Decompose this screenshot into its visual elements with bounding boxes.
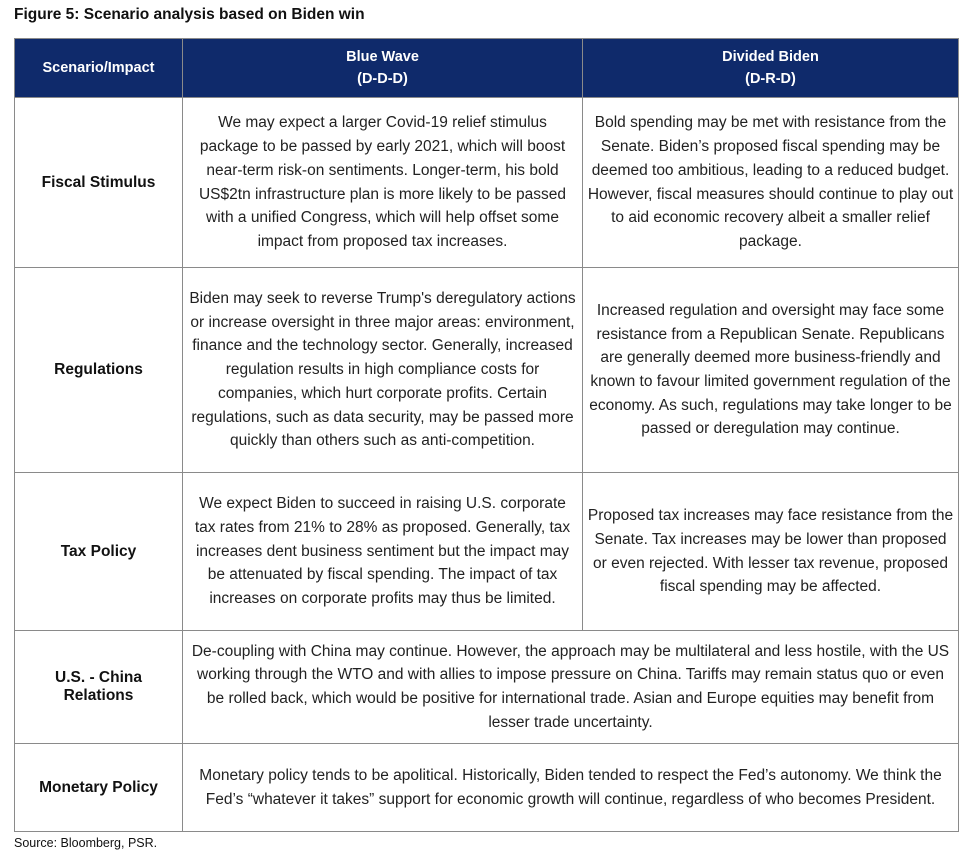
row-label-us-china-relations: U.S. - China Relations	[15, 631, 183, 744]
header-scenario-impact	[15, 39, 183, 98]
header-blue-wave	[183, 39, 583, 98]
cell-tax-blue-wave: We expect Biden to succeed in raising U.S. corporate tax rates from 21% to 28% as proposed. Generally, tax increases dent business sentiment but the impact may be attenuated by fiscal spending. The impact of tax increases on corporate profits may thus be limited.	[183, 473, 583, 631]
table-row-monetary-policy	[15, 744, 959, 832]
table-header-row	[15, 39, 959, 98]
cell-regulations-blue-wave: Biden may seek to reverse Trump's deregulatory actions or increase oversight in three major areas: environment, finance and the technology sector. Generally, increased regulation results in high compliance costs for companies, which hurt corporate profits. Certain regulations, such as data security, may be passed more quickly than others such as anti-competition.	[183, 268, 583, 473]
table-row-us-china-relations	[15, 631, 959, 744]
cell-fiscal-blue-wave: We may expect a larger Covid-19 relief stimulus package to be passed by early 2021, which will boost near-term risk-on sentiments. Longer-term, his bold US$2tn infrastructure plan is more likely to be passed with a unified Congress, which will help offset some impact from proposed tax increases.	[183, 98, 583, 268]
table-row-regulations	[15, 268, 959, 473]
source-note: Source: Bloomberg, PSR.	[14, 836, 158, 850]
table-row-tax-policy	[15, 473, 959, 631]
header-divided-biden-code: (D-R-D)	[745, 71, 796, 87]
cell-monetary-combined: Monetary policy tends to be apolitical. Historically, Biden tended to respect the Fed’s autonomy. We think the Fed’s “whatever it takes” support for economic growth will continue, regardless of who becomes President.	[183, 744, 959, 832]
scenario-table	[14, 38, 959, 832]
row-label-tax-policy: Tax Policy	[15, 473, 183, 631]
header-blue-wave-code: (D-D-D)	[357, 71, 408, 87]
figure-title: Figure 5: Scenario analysis based on Biden win	[14, 6, 365, 23]
table-row-fiscal-stimulus	[15, 98, 959, 268]
header-divided-biden	[583, 39, 959, 98]
header-scenario-impact-label: Scenario/Impact	[42, 60, 155, 76]
header-divided-biden-title: Divided Biden	[722, 49, 819, 65]
header-blue-wave-title: Blue Wave	[346, 49, 419, 65]
row-label-regulations: Regulations	[15, 268, 183, 473]
row-label-monetary-policy: Monetary Policy	[15, 744, 183, 832]
cell-us-china-combined: De-coupling with China may continue. However, the approach may be multilateral and less hostile, with the US working through the WTO and with allies to impose pressure on China. Tariffs may remain status quo or even be rolled back, which would be positive for international trade. Asian and Europe equities may benefit from lesser trade uncertainty.	[183, 631, 959, 744]
cell-tax-divided-biden: Proposed tax increases may face resistance from the Senate. Tax increases may be lower than proposed or even rejected. With lesser tax revenue, proposed fiscal spending may be affected.	[583, 473, 959, 631]
cell-regulations-divided-biden: Increased regulation and oversight may face some resistance from a Republican Senate. Republicans are generally deemed more business-friendly and known to favour limited government regulation of the economy. As such, regulations may take longer to be passed or deregulation may continue.	[583, 268, 959, 473]
row-label-fiscal-stimulus: Fiscal Stimulus	[15, 98, 183, 268]
cell-fiscal-divided-biden: Bold spending may be met with resistance from the Senate. Biden’s proposed fiscal spending may be deemed too ambitious, leading to a reduced budget. However, fiscal measures should continue to play out to aid economic recovery albeit a smaller relief package.	[583, 98, 959, 268]
